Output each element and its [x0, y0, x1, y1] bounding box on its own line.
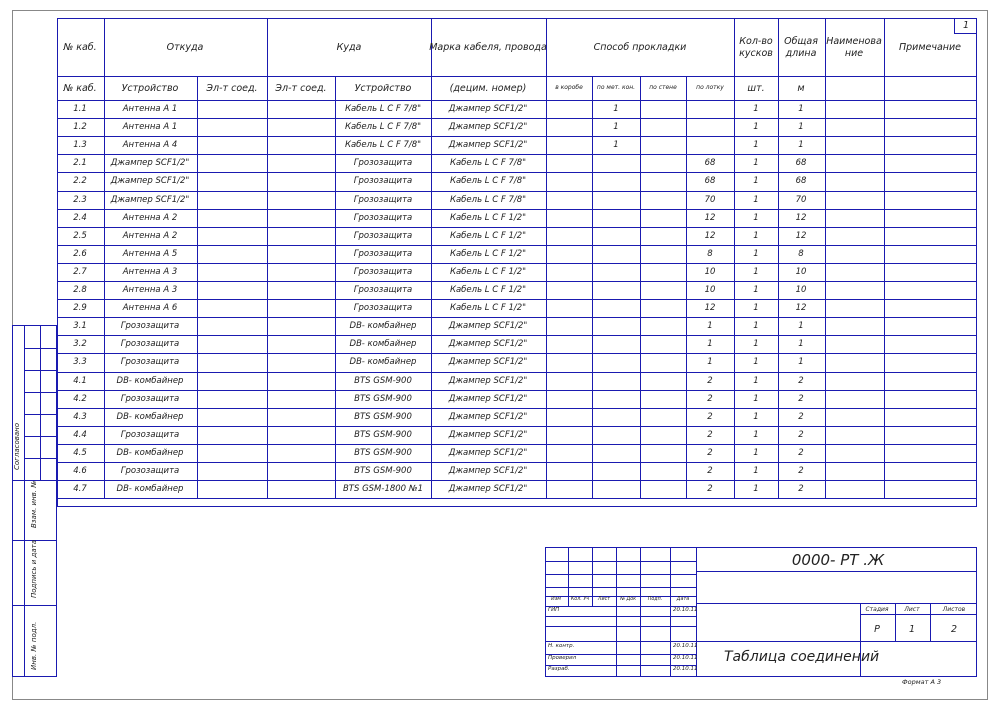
row-cable-no: 4.7 — [73, 484, 87, 495]
row-pieces: 1 — [753, 429, 759, 440]
row-cable-brand: Джампер SCF1/2" — [448, 393, 528, 404]
column-line — [825, 18, 826, 498]
row-from-device: Джампер SCF1/2" — [110, 158, 190, 169]
row-from-device: Грозозащита — [120, 357, 180, 368]
stamp-role: Н. контр. — [548, 643, 575, 649]
row-line — [57, 263, 977, 264]
row-length: 1 — [798, 339, 804, 350]
row-on-metal: 1 — [613, 140, 619, 151]
row-length: 8 — [798, 248, 804, 259]
stamp-col-caption: Кол. Уч — [570, 597, 590, 602]
row-on-tray: 8 — [707, 248, 713, 259]
header-bottom-line — [57, 76, 977, 77]
row-cable-brand: Джампер SCF1/2" — [448, 140, 528, 151]
row-line — [57, 299, 977, 300]
stamp-col-caption: № Док — [619, 597, 637, 602]
row-from-device: Антенна А 3 — [122, 266, 178, 277]
subheader-bottom-line — [57, 100, 977, 101]
stamp-date: 20.10.11 — [673, 607, 698, 613]
row-cable-brand: Кабель L C F 1/2" — [449, 266, 527, 277]
subheader-on-metal: по мет. кон. — [596, 84, 636, 91]
row-length: 1 — [798, 140, 804, 151]
row-cable-brand: Кабель L C F 7/8" — [449, 158, 527, 169]
row-cable-no: 4.5 — [73, 447, 87, 458]
row-line — [57, 372, 977, 373]
row-to-device: Грозозащита — [353, 303, 413, 314]
row-from-device: Грозозащита — [120, 321, 180, 332]
row-on-metal: 1 — [613, 122, 619, 133]
row-length: 2 — [798, 447, 804, 458]
subheader-device-from: Устройство — [121, 83, 179, 94]
stamp-role: Проверил — [548, 655, 577, 661]
row-on-tray: 2 — [707, 393, 713, 404]
stamp-row-line — [860, 614, 977, 615]
row-pieces: 1 — [753, 411, 759, 422]
row-line — [57, 480, 977, 481]
row-length: 12 — [795, 212, 807, 223]
row-cable-brand: Кабель L C F 1/2" — [449, 212, 527, 223]
row-to-device: BTS GSM-900 — [354, 411, 412, 422]
row-on-tray: 68 — [704, 176, 716, 187]
row-from-device: Антенна А 3 — [122, 285, 178, 295]
column-line — [197, 76, 198, 498]
stamp-sheets-label: Листов — [942, 606, 966, 613]
row-pieces: 1 — [753, 194, 759, 205]
row-line — [57, 227, 977, 228]
column-line — [431, 18, 432, 498]
row-from-device: Грозозащита — [120, 339, 180, 350]
side-row-line — [24, 414, 57, 415]
row-pieces: 1 — [753, 122, 759, 133]
row-on-tray: 1 — [707, 321, 713, 332]
row-cable-no: 4.1 — [73, 375, 87, 386]
stamp-col-line — [860, 603, 861, 677]
row-cable-brand: Джампер SCF1/2" — [448, 104, 528, 114]
stamp-row-line — [545, 561, 696, 562]
row-cable-brand: Джампер SCF1/2" — [448, 484, 528, 495]
row-from-device: Грозозащита — [120, 429, 180, 440]
row-length: 2 — [798, 393, 804, 404]
row-cable-no: 3.3 — [73, 357, 87, 368]
row-on-tray: 2 — [707, 466, 713, 476]
row-pieces: 1 — [753, 375, 759, 386]
row-from-device: Антенна А 1 — [122, 104, 178, 114]
stamp-date: 20.10.11 — [673, 643, 698, 649]
row-on-tray: 10 — [704, 266, 716, 277]
row-pieces: 1 — [753, 466, 759, 476]
row-cable-brand: Джампер SCF1/2" — [448, 429, 528, 440]
column-line — [778, 18, 779, 498]
row-on-tray: 2 — [707, 375, 713, 386]
header-note: Примечание — [898, 42, 962, 53]
row-cable-no: 2.3 — [73, 194, 87, 205]
row-pieces: 1 — [753, 303, 759, 314]
row-cable-no: 4.4 — [73, 429, 87, 440]
row-pieces: 1 — [753, 339, 759, 350]
row-line — [57, 426, 977, 427]
row-pieces: 1 — [753, 447, 759, 458]
subheader-el-from: Эл-т соед. — [206, 83, 258, 94]
row-cable-no: 3.1 — [73, 321, 87, 332]
row-cable-brand: Джампер SCF1/2" — [448, 411, 528, 422]
row-line — [57, 498, 977, 499]
row-line — [57, 154, 977, 155]
row-to-device: Грозозащита — [353, 176, 413, 187]
row-to-device: Грозозащита — [353, 158, 413, 169]
header-laying-method: Способ прокладки — [593, 42, 687, 53]
header-to: Куда — [336, 42, 362, 53]
row-line — [57, 353, 977, 354]
row-to-device: Грозозащита — [353, 194, 413, 205]
row-on-tray: 12 — [704, 230, 716, 241]
row-line — [57, 172, 977, 173]
column-line — [640, 76, 641, 498]
side-row-line — [24, 370, 57, 371]
stamp-col-caption: Лист — [597, 597, 611, 602]
side-label-inv-orig: Инв. № подл. — [30, 621, 38, 670]
row-to-device: Кабель L C F 7/8" — [344, 140, 422, 151]
subheader-decimal-no: (децим. номер) — [449, 83, 527, 94]
subheader-cable-no: № каб. — [63, 83, 97, 94]
row-to-device: Грозозащита — [353, 266, 413, 277]
row-cable-brand: Джампер SCF1/2" — [448, 466, 528, 476]
stamp-sheets: 2 — [950, 624, 958, 635]
stamp-sheet: 1 — [908, 624, 916, 635]
row-length: 10 — [795, 285, 807, 295]
side-label-inv-replace: Взам. инв. № — [30, 480, 38, 528]
row-cable-brand: Джампер SCF1/2" — [448, 321, 528, 332]
row-to-device: Кабель L C F 7/8" — [344, 122, 422, 133]
side-row-line — [24, 436, 57, 437]
row-line — [57, 118, 977, 119]
row-length: 1 — [798, 321, 804, 332]
stamp-col-line — [670, 547, 671, 677]
row-to-device: BTS GSM-900 — [354, 429, 412, 440]
stamp-col-caption: Дата — [676, 597, 690, 602]
row-on-tray: 10 — [704, 285, 716, 295]
row-cable-brand: Джампер SCF1/2" — [448, 357, 528, 368]
row-from-device: DB- комбайнер — [116, 447, 184, 458]
side-row-line — [24, 458, 57, 459]
header-pieces-count: Кол-во кусков — [739, 36, 773, 59]
row-cable-no: 1.3 — [73, 140, 87, 151]
row-on-tray: 12 — [704, 303, 716, 314]
row-cable-no: 4.6 — [73, 466, 87, 476]
row-to-device: Грозозащита — [353, 230, 413, 241]
row-length: 68 — [795, 158, 807, 169]
row-on-tray: 70 — [704, 194, 716, 205]
row-to-device: BTS GSM-900 — [354, 375, 412, 386]
subheader-el-to: Эл-т соед. — [275, 83, 327, 94]
row-length: 68 — [795, 176, 807, 187]
row-from-device: Грозозащита — [120, 393, 180, 404]
column-line — [884, 18, 885, 498]
stamp-col-line — [930, 603, 931, 641]
column-line — [734, 18, 735, 498]
row-cable-brand: Джампер SCF1/2" — [448, 122, 528, 133]
row-cable-brand: Кабель L C F 1/2" — [449, 285, 527, 295]
row-cable-brand: Кабель L C F 7/8" — [449, 194, 527, 205]
column-line — [104, 18, 105, 498]
row-on-tray: 1 — [707, 357, 713, 368]
row-cable-no: 4.2 — [73, 393, 87, 404]
row-from-device: Антенна А 5 — [122, 248, 178, 259]
row-from-device: DB- комбайнер — [116, 484, 184, 495]
subheader-on-tray: по лотку — [696, 84, 724, 91]
row-on-tray: 68 — [704, 158, 716, 169]
row-line — [57, 462, 977, 463]
row-pieces: 1 — [753, 212, 759, 223]
stamp-row-line — [545, 616, 696, 617]
stamp-date: 20.10.11 — [673, 655, 698, 661]
row-on-tray: 2 — [707, 447, 713, 458]
doc-title: Таблица соединений — [724, 649, 880, 665]
row-cable-no: 2.9 — [73, 303, 87, 314]
side-divider — [24, 325, 25, 677]
row-length: 70 — [795, 194, 807, 205]
row-pieces: 1 — [753, 140, 759, 151]
column-line — [335, 76, 336, 498]
row-on-tray: 2 — [707, 484, 713, 495]
format-label: Формат А 3 — [902, 678, 942, 686]
row-cable-no: 4.3 — [73, 411, 87, 422]
row-on-tray: 1 — [707, 339, 713, 350]
row-cable-brand: Джампер SCF1/2" — [448, 447, 528, 458]
doc-code: 0000- РТ .Ж — [791, 551, 885, 569]
subheader-device-to: Устройство — [354, 83, 412, 94]
stamp-role: ГИП — [548, 607, 560, 613]
header-cable-no: № каб. — [63, 42, 97, 53]
side-row-line — [12, 605, 57, 606]
row-on-tray: 12 — [704, 212, 716, 223]
column-line — [267, 18, 268, 498]
row-cable-no: 2.7 — [73, 266, 87, 277]
row-length: 2 — [798, 429, 804, 440]
row-cable-brand: Джампер SCF1/2" — [448, 375, 528, 386]
row-cable-brand: Джампер SCF1/2" — [448, 339, 528, 350]
row-from-device: DB- комбайнер — [116, 411, 184, 422]
row-line — [57, 408, 977, 409]
row-length: 2 — [798, 411, 804, 422]
row-from-device: Антенна А 6 — [122, 303, 178, 314]
row-line — [57, 317, 977, 318]
stamp-col-line — [616, 547, 617, 677]
row-to-device: Грозозащита — [353, 285, 413, 295]
subheader-m: м — [797, 83, 805, 94]
side-label-sign-date: Подпись и дата — [30, 540, 38, 598]
row-length: 12 — [795, 230, 807, 241]
header-cable-brand: Марка кабеля, провода — [429, 42, 547, 53]
stamp-role: Разраб. — [548, 666, 570, 672]
stamp-row-line — [545, 587, 696, 588]
subheader-on-wall: по стене — [649, 84, 677, 91]
row-cable-no: 2.1 — [73, 158, 87, 169]
row-line — [57, 136, 977, 137]
row-pieces: 1 — [753, 158, 759, 169]
row-length: 2 — [798, 484, 804, 495]
row-on-metal: 1 — [613, 104, 619, 114]
header-from: Откуда — [166, 42, 204, 53]
row-from-device: Грозозащита — [120, 466, 180, 476]
row-from-device: Антенна А 2 — [122, 230, 178, 241]
row-to-device: Кабель L C F 7/8" — [344, 104, 422, 114]
stamp-row-line — [696, 571, 977, 572]
row-cable-brand: Кабель L C F 1/2" — [449, 303, 527, 314]
row-line — [57, 335, 977, 336]
stamp-col-caption: Подп. — [647, 597, 663, 602]
stamp-row-line — [696, 603, 977, 604]
stamp-row-line — [545, 626, 696, 627]
header-name: Наименова ние — [826, 36, 882, 59]
row-cable-no: 2.4 — [73, 212, 87, 223]
row-to-device: Грозозащита — [353, 212, 413, 223]
row-line — [57, 245, 977, 246]
row-line — [57, 390, 977, 391]
row-line — [57, 281, 977, 282]
row-from-device: Антенна А 1 — [122, 122, 178, 133]
side-row-line — [24, 348, 57, 349]
row-pieces: 1 — [753, 393, 759, 404]
row-on-tray: 2 — [707, 429, 713, 440]
row-length: 1 — [798, 104, 804, 114]
row-cable-no: 2.5 — [73, 230, 87, 241]
row-pieces: 1 — [753, 357, 759, 368]
row-pieces: 1 — [753, 321, 759, 332]
row-cable-brand: Кабель L C F 1/2" — [449, 248, 527, 259]
row-cable-brand: Кабель L C F 7/8" — [449, 176, 527, 187]
stamp-row-line — [545, 574, 696, 575]
stamp-col-line — [895, 603, 896, 641]
stamp-col-line — [568, 547, 569, 607]
row-length: 2 — [798, 375, 804, 386]
stamp-stage-label: Стадия — [865, 606, 889, 613]
side-row-line — [24, 392, 57, 393]
stamp-col-caption: Изм — [551, 597, 561, 602]
subheader-in-box: в коробе — [555, 84, 583, 91]
row-length: 1 — [798, 122, 804, 133]
stamp-row-line — [545, 641, 696, 642]
row-cable-brand: Кабель L C F 1/2" — [449, 230, 527, 241]
column-line — [546, 18, 547, 498]
stamp-row-line — [696, 641, 977, 642]
row-on-tray: 2 — [707, 411, 713, 422]
row-pieces: 1 — [753, 176, 759, 187]
row-to-device: BTS GSM-900 — [354, 466, 412, 476]
row-from-device: Антенна А 4 — [122, 140, 178, 151]
row-pieces: 1 — [753, 285, 759, 295]
row-pieces: 1 — [753, 104, 759, 114]
stamp-sheet-label: Лист — [904, 606, 920, 613]
column-line — [592, 76, 593, 498]
stamp-stage: Р — [874, 624, 880, 635]
row-pieces: 1 — [753, 484, 759, 495]
row-line — [57, 191, 977, 192]
stamp-col-line — [592, 547, 593, 607]
page-number: 1 — [962, 20, 970, 31]
column-line — [686, 76, 687, 498]
row-length: 10 — [795, 266, 807, 277]
row-cable-no: 3.2 — [73, 339, 87, 350]
row-from-device: Джампер SCF1/2" — [110, 194, 190, 205]
row-pieces: 1 — [753, 230, 759, 241]
stamp-date: 20.10.11 — [673, 666, 698, 672]
row-to-device: BTS GSM-900 — [354, 393, 412, 404]
row-length: 1 — [798, 357, 804, 368]
row-to-device: DB- комбайнер — [349, 339, 417, 350]
row-to-device: DB- комбайнер — [349, 357, 417, 368]
row-cable-no: 2.6 — [73, 248, 87, 259]
row-from-device: Антенна А 2 — [122, 212, 178, 223]
row-to-device: Грозозащита — [353, 248, 413, 259]
subheader-pcs: шт. — [747, 83, 765, 94]
row-cable-no: 2.2 — [73, 176, 87, 187]
stamp-col-line — [640, 547, 641, 677]
row-length: 12 — [795, 303, 807, 314]
row-to-device: BTS GSM-900 — [354, 447, 412, 458]
row-cable-no: 1.2 — [73, 122, 87, 133]
row-cable-no: 2.8 — [73, 285, 87, 295]
row-from-device: Джампер SCF1/2" — [110, 176, 190, 187]
row-from-device: DB- комбайнер — [116, 375, 184, 386]
side-label-agreed: Согласовано — [13, 422, 21, 470]
row-cable-no: 1.1 — [73, 104, 87, 114]
row-line — [57, 444, 977, 445]
row-to-device: BTS GSM-1800 №1 — [342, 484, 424, 495]
row-pieces: 1 — [753, 266, 759, 277]
row-to-device: DB- комбайнер — [349, 321, 417, 332]
row-line — [57, 209, 977, 210]
row-length: 2 — [798, 466, 804, 476]
row-pieces: 1 — [753, 248, 759, 259]
header-total-length: Общая длина — [784, 36, 818, 59]
